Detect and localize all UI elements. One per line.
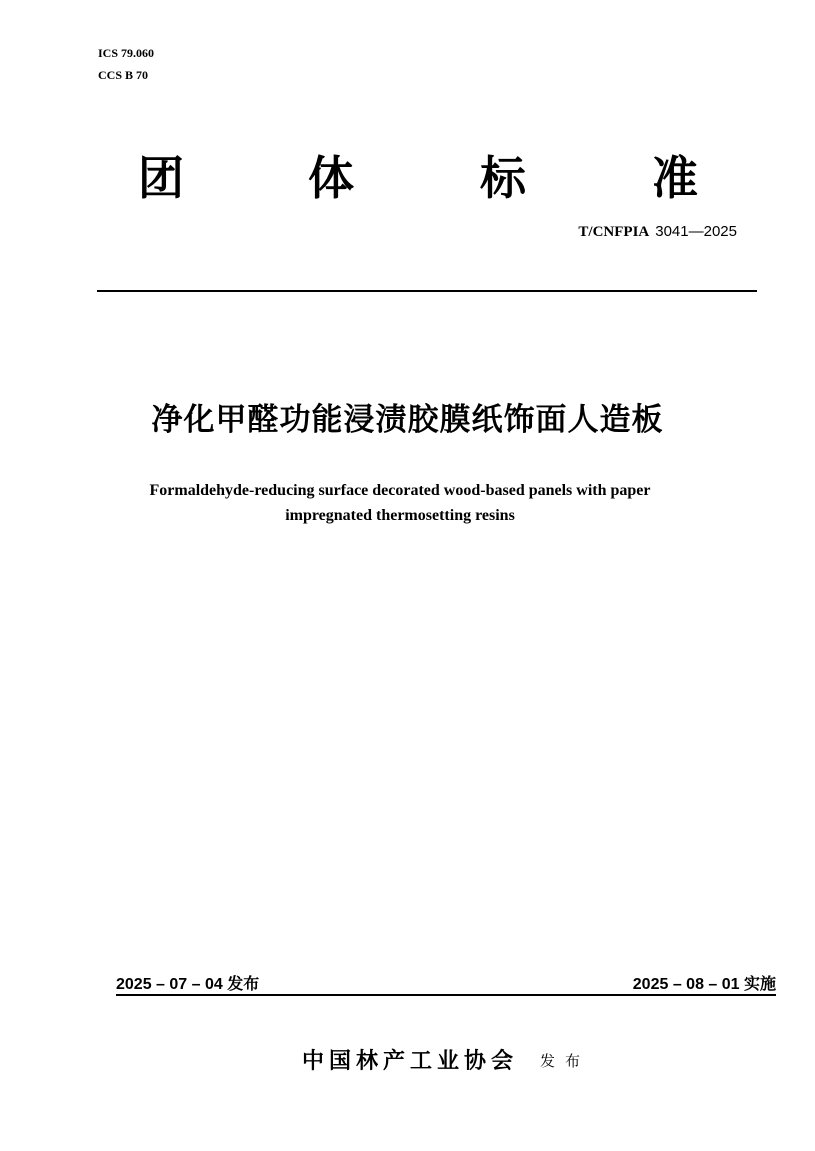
publisher-organization: 中国林产工业协会: [302, 1049, 519, 1074]
standard-type-char: 团: [138, 151, 184, 205]
classification-codes: [98, 42, 154, 86]
chinese-title: 净化甲醛功能浸渍胶膜纸饰面人造板: [151, 402, 664, 438]
ccs-code: CCS B 70: [98, 68, 149, 82]
standard-number: [578, 222, 737, 241]
english-title: [90, 478, 710, 528]
ics-code: ICS 79.060: [98, 46, 155, 60]
standard-type-heading: [130, 148, 720, 208]
header-divider: [97, 290, 757, 292]
publisher-line: [302, 1044, 590, 1075]
publish-action: 发布: [540, 1052, 591, 1070]
standard-number-value: 3041—2025: [655, 223, 737, 240]
standard-number-prefix: T/CNFPIA: [578, 224, 650, 240]
english-title-line: Formaldehyde-reducing surface decorated wood-based panels with paper: [149, 482, 651, 499]
english-title-line: impregnated thermosetting resins: [285, 507, 515, 524]
issue-date: 2025 – 07 – 04 发布: [116, 976, 260, 993]
standard-type-char: 体: [308, 151, 354, 205]
standard-type-char: 标: [480, 151, 526, 205]
date-divider: [116, 994, 776, 996]
implementation-date: 2025 – 08 – 01 实施: [632, 976, 776, 993]
standard-type-char: 准: [652, 151, 698, 205]
